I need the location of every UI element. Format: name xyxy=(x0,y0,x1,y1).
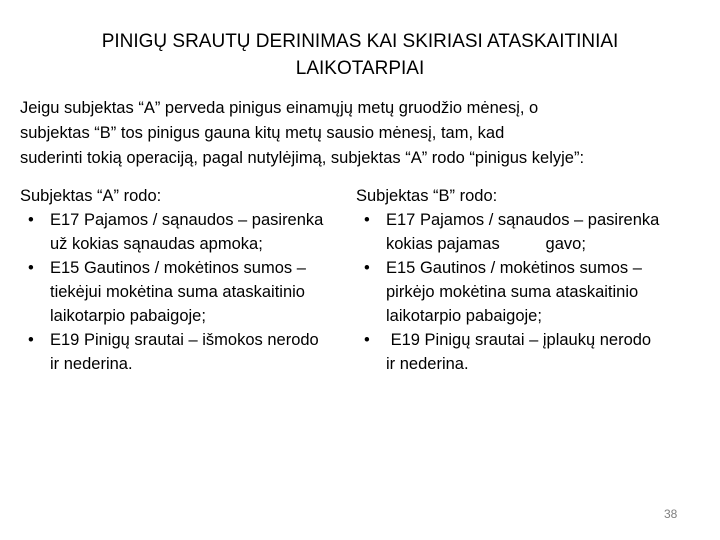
list-item-line: kokias pajamas gavo; xyxy=(386,235,586,253)
slide-title-line-2: LAIKOTARPIAI xyxy=(295,58,425,79)
slide-title-line-1: PINIGŲ SRAUTŲ DERINIMAS KAI SKIRIASI ATASKAITINIAI xyxy=(101,31,619,52)
subject-b-list xyxy=(356,208,718,376)
list-item-line: pirkėjo mokėtina suma ataskaitinio xyxy=(386,283,639,301)
list-item-line: už kokias sąnaudas apmoka; xyxy=(50,235,263,253)
intro-line: suderinti tokią operaciją, pagal nutylėjimą, subjektas “A” rodo “pinigus kelyje”: xyxy=(20,149,585,167)
bullet-icon: • xyxy=(28,331,34,349)
subject-b-column xyxy=(356,184,718,376)
list-item-line: ir nederina. xyxy=(386,355,469,373)
list-item-line: laikotarpio pabaigoje; xyxy=(386,307,542,325)
page-number: 38 xyxy=(664,507,678,521)
subject-a-heading: Subjektas “A” rodo: xyxy=(20,187,162,205)
bullet-icon: • xyxy=(28,211,34,229)
list-item-line: tiekėjui mokėtina suma ataskaitinio xyxy=(50,283,305,301)
list-item-line: E15 Gautinos / mokėtinos sumos – xyxy=(386,259,642,277)
subject-a-column xyxy=(20,184,360,376)
list-item xyxy=(20,256,360,328)
list-item-line: E17 Pajamos / sąnaudos – pasirenka xyxy=(50,211,324,229)
list-item-line: E19 Pinigų srautai – išmokos nerodo xyxy=(50,331,319,349)
intro-paragraph xyxy=(20,96,710,171)
subject-b-heading: Subjektas “B” rodo: xyxy=(356,187,498,205)
list-item xyxy=(356,208,718,256)
bullet-icon: • xyxy=(364,259,370,277)
intro-line: subjektas “B” tos pinigus gauna kitų metų sausio mėnesį, tam, kad xyxy=(20,124,505,142)
list-item xyxy=(356,256,718,328)
list-item xyxy=(20,328,360,376)
list-item-line: ir nederina. xyxy=(50,355,133,373)
slide-title xyxy=(40,28,680,82)
subject-a-list xyxy=(20,208,360,376)
list-item-line: E15 Gautinos / mokėtinos sumos – xyxy=(50,259,306,277)
bullet-icon: • xyxy=(28,259,34,277)
bullet-icon: • xyxy=(364,211,370,229)
bullet-icon: • xyxy=(364,331,370,349)
list-item-line: E17 Pajamos / sąnaudos – pasirenka xyxy=(386,211,660,229)
list-item xyxy=(20,208,360,256)
list-item-line: E19 Pinigų srautai – įplaukų nerodo xyxy=(386,331,652,349)
list-item-line: laikotarpio pabaigoje; xyxy=(50,307,206,325)
intro-line: Jeigu subjektas “A” perveda pinigus einamųjų metų gruodžio mėnesį, o xyxy=(20,99,539,117)
list-item xyxy=(356,328,718,376)
